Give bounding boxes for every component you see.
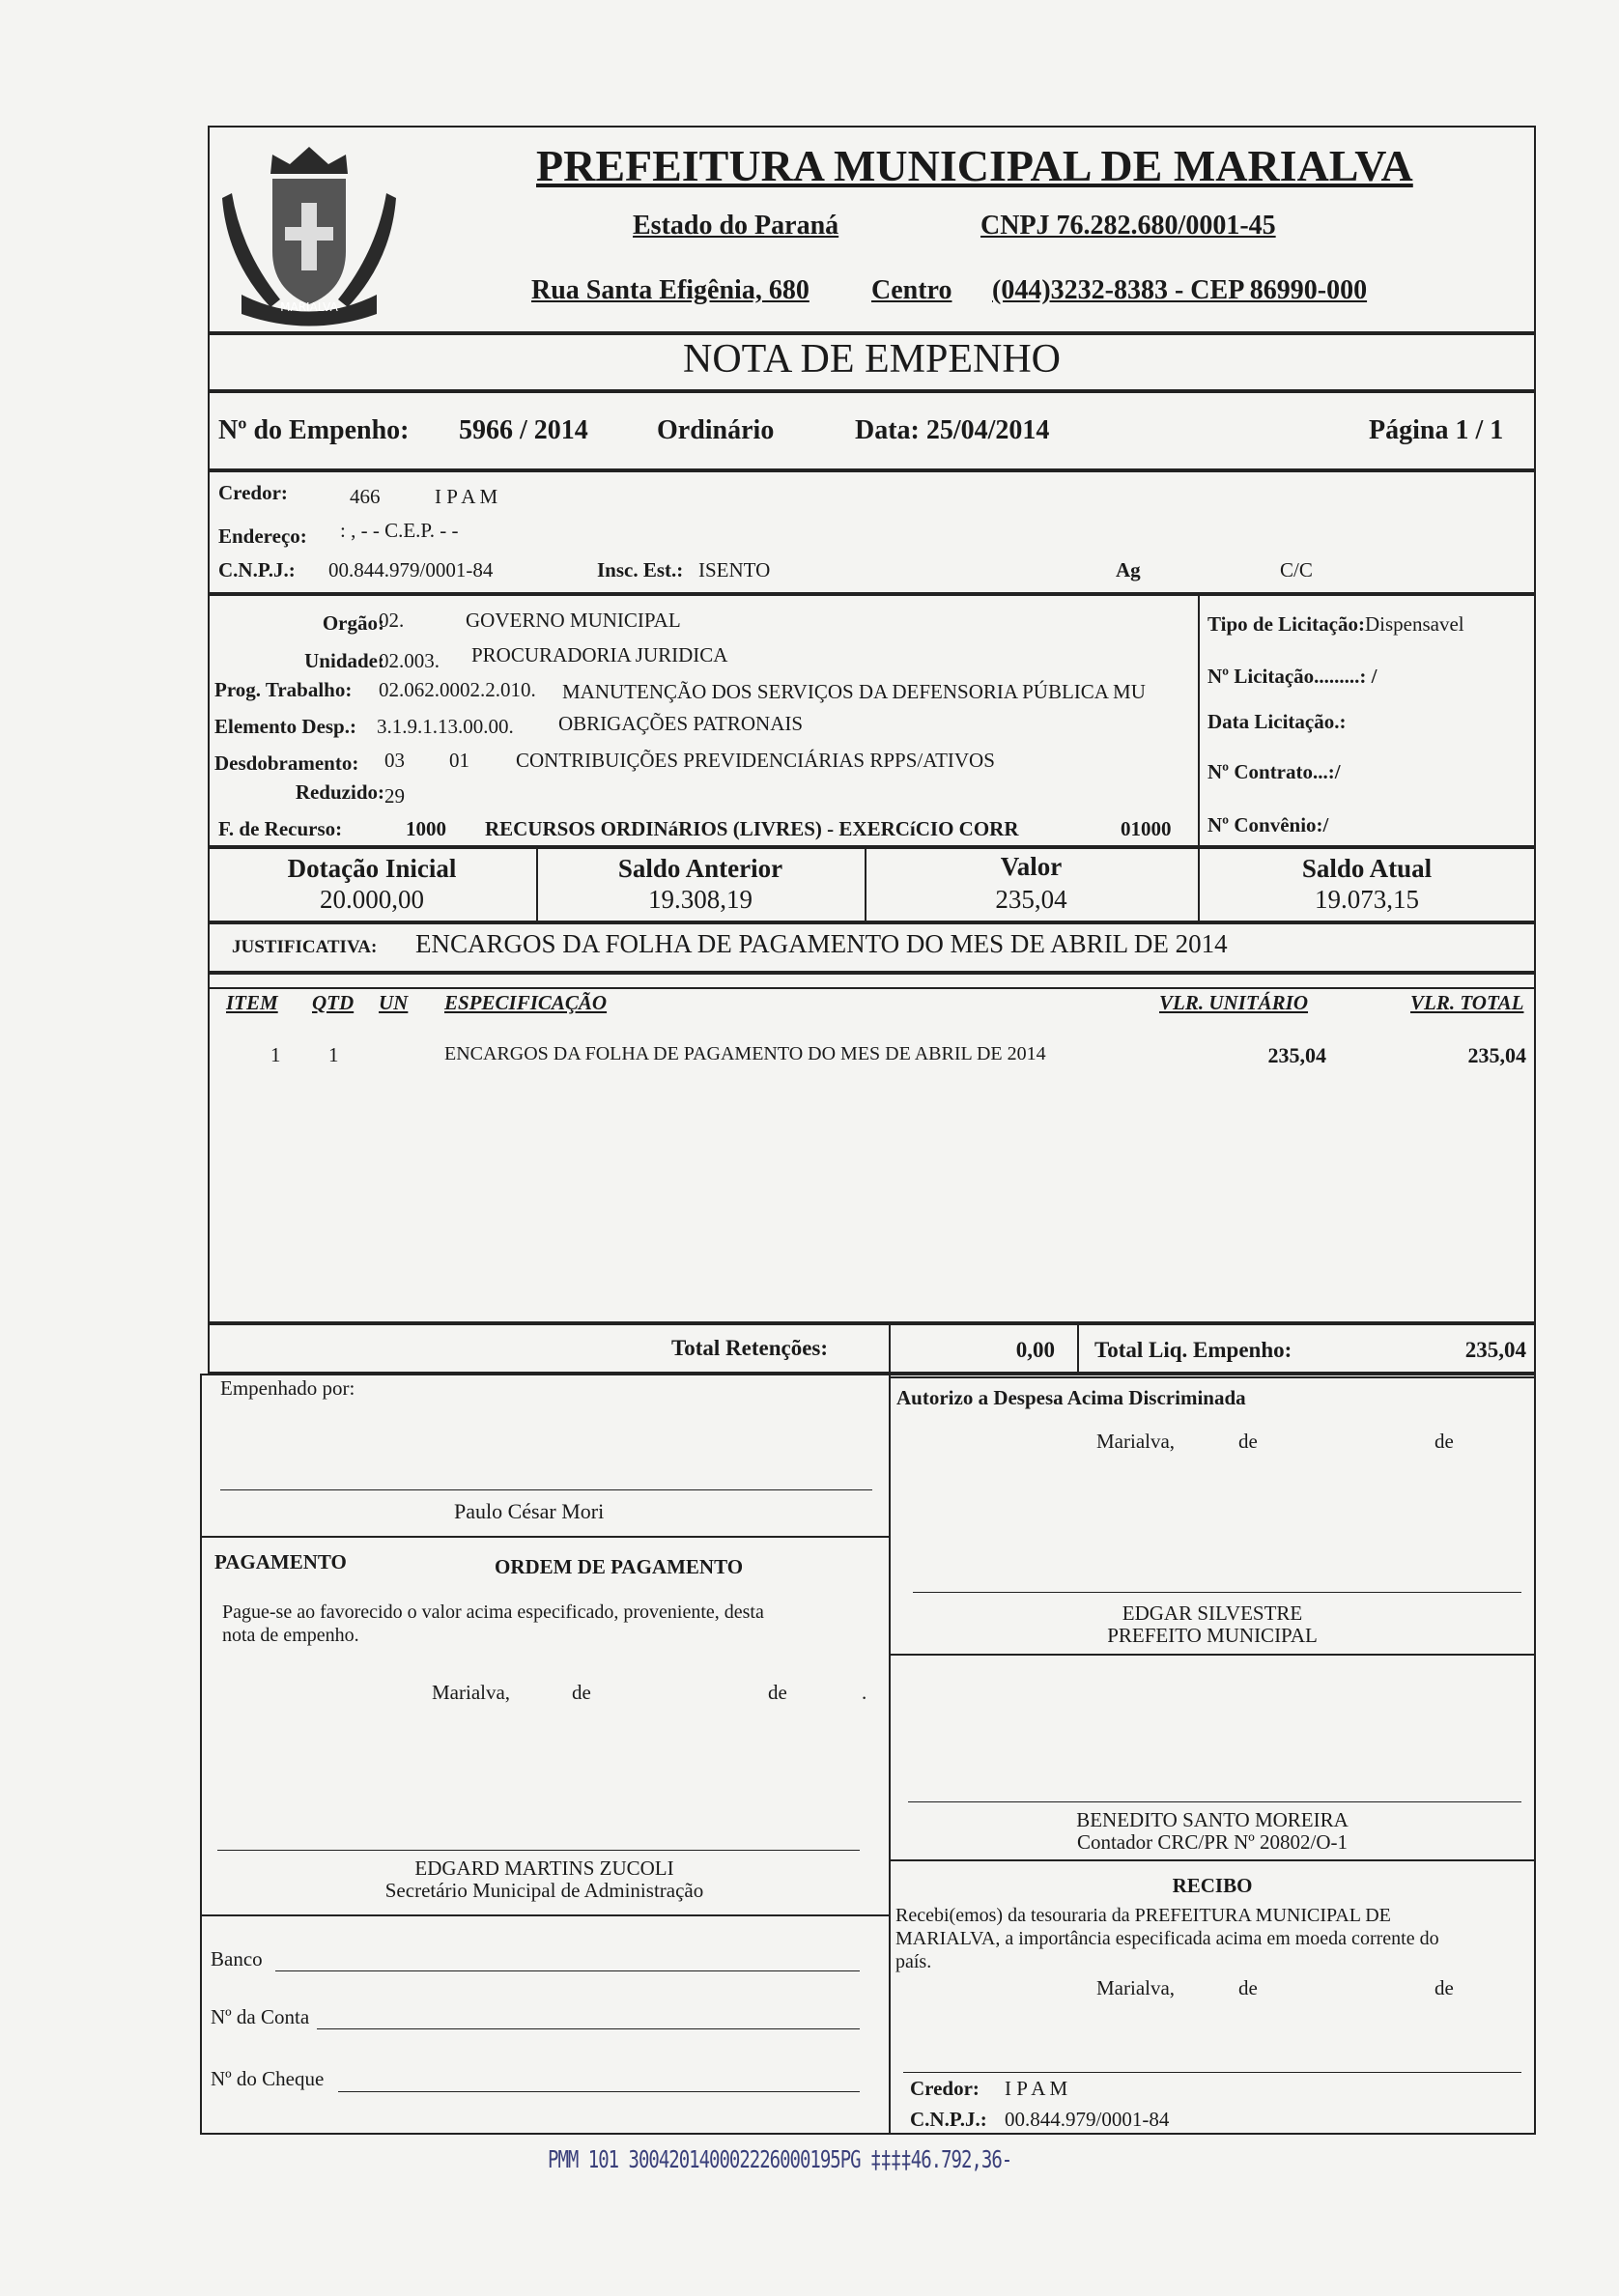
cnpj-label: C.N.P.J.: (218, 558, 296, 581)
prefeito-signature-line (913, 1592, 1521, 1593)
empenhado-signature-line (220, 1489, 872, 1490)
contrato-numero: Nº Contrato...:/ (1207, 760, 1341, 783)
elemento-label: Elemento Desp.: (214, 715, 356, 738)
desdobramento-b: 01 (449, 749, 469, 772)
recurso-cod: 1000 (406, 817, 446, 840)
endereco-value: : , - - C.E.P. - - (340, 519, 459, 542)
empenhado-label: Empenhado por: (220, 1376, 355, 1400)
desdobramento-label: Desdobramento: (214, 751, 359, 775)
desdobramento-a: 03 (384, 749, 405, 772)
secretario-nome: EDGARD MARTINS ZUCOLI (414, 1857, 674, 1880)
recurso-fim: 01000 (1121, 817, 1172, 840)
liquido-label: Total Liq. Empenho: (1094, 1338, 1292, 1362)
dotacao-label: Dotação Inicial (287, 854, 457, 883)
saldo-atual-value: 19.073,15 (1315, 885, 1419, 914)
empenho-data: Data: 25/04/2014 (855, 415, 1050, 445)
contador-signature-line (908, 1801, 1521, 1802)
recibo-texto-2: MARIALVA, a importância especificada acima em moeda corrente do (895, 1928, 1439, 1949)
pagamento-label: PAGAMENTO (214, 1550, 347, 1573)
svg-text:MARIALVA: MARIALVA (280, 300, 338, 314)
autorizo-de2: de (1434, 1430, 1454, 1453)
banco-line (275, 1970, 860, 1971)
autorizo-mid (889, 1654, 1536, 1656)
convenio-numero: Nº Convênio:/ (1207, 813, 1329, 836)
unidade-label: Unidade: (304, 649, 384, 672)
cheque-label: Nº do Cheque (211, 2067, 325, 2090)
row-especificacao: ENCARGOS DA FOLHA DE PAGAMENTO DO MES DE ABRIL DE 2014 (444, 1043, 1046, 1064)
address-phone-cep: (044)3232-8383 - CEP 86990-000 (992, 275, 1368, 305)
valor-value: 235,04 (995, 885, 1067, 914)
justificativa-text: ENCARGOS DA FOLHA DE PAGAMENTO DO MES DE ABRIL DE 2014 (415, 929, 1228, 958)
coat-of-arms-logo (213, 135, 406, 328)
recibo-texto-3: país. (895, 1951, 932, 1972)
credor-nome: I P A M (435, 485, 498, 508)
liquido-value: 235,04 (1464, 1338, 1526, 1362)
endereco-label: Endereço: (218, 524, 307, 548)
justificativa-label: JUSTIFICATIVA: (232, 937, 378, 957)
pagamento-texto-2: nota de empenho. (222, 1625, 359, 1646)
col-vlr-total: VLR. TOTAL (1410, 991, 1524, 1014)
desdobramento-desc: CONTRIBUIÇÕES PREVIDENCIÁRIAS RPPS/ATIVOS (516, 749, 995, 772)
cc-label: C/C (1280, 558, 1313, 581)
row-vlr-total: 235,04 (1467, 1043, 1526, 1067)
row-vlr-unitario: 235,04 (1267, 1043, 1326, 1067)
empenho-label: Nº do Empenho: (218, 415, 410, 445)
contador-cargo: Contador CRC/PR Nº 20802/O-1 (1076, 1830, 1349, 1854)
valor-label: Valor (1000, 852, 1063, 881)
recibo-texto-1: Recebi(emos) da tesouraria da PREFEITURA MUNICIPAL DE (895, 1905, 1391, 1926)
empenhado-bottom (200, 1536, 889, 1538)
conta-label: Nº da Conta (211, 2005, 310, 2028)
recibo-credor-label: Credor: (910, 2077, 980, 2100)
col-item: ITEM (226, 991, 278, 1014)
dotacao-value: 20.000,00 (320, 885, 424, 914)
totais-div-1 (889, 1323, 891, 1374)
secretario-cargo: Secretário Municipal de Administração (384, 1879, 704, 1902)
bank-stamp: PMM 101 300420140002226000195PG ‡‡‡‡46.792,36- (548, 2145, 1012, 2174)
autorizo-de1: de (1238, 1430, 1258, 1453)
conta-line (317, 2028, 860, 2029)
address-street: Rua Santa Efigênia, 680 (531, 275, 810, 305)
ag-label: Ag (1116, 558, 1141, 581)
unidade-cod: 02.003. (379, 649, 440, 672)
cheque-line (338, 2091, 860, 2092)
recibo-credor-value: I P A M (1005, 2077, 1068, 2100)
empenho-numero: 5966 / 2014 (459, 415, 588, 445)
reduzido-value: 29 (384, 784, 405, 808)
lower-box (200, 1374, 1536, 2135)
estado-label: Estado do Paraná (633, 211, 839, 241)
licitacao-tipo-value: Dispensavel (1364, 612, 1464, 636)
prefeito-cargo: PREFEITO MUNICIPAL (1107, 1624, 1318, 1647)
recibo-top (889, 1859, 1536, 1861)
autorizo-title: Autorizo a Despesa Acima Discriminada (896, 1386, 1246, 1409)
insc-label: Insc. Est.: (597, 558, 684, 581)
recibo-signature-line (903, 2072, 1521, 2073)
licitacao-tipo (1207, 612, 1464, 637)
retencoes-label: Total Retenções: (671, 1336, 829, 1360)
ordem-pagamento-title: ORDEM DE PAGAMENTO (495, 1555, 744, 1578)
row-item: 1 (270, 1043, 281, 1066)
banco-top (200, 1914, 889, 1916)
pagamento-de1: de (572, 1681, 591, 1704)
col-especificacao: ESPECIFICAÇÃO (444, 991, 608, 1014)
saldo-atual-label: Saldo Atual (1301, 854, 1433, 883)
page-number: Página 1 / 1 (1369, 415, 1504, 445)
empenhado-nome: Paulo César Mori (454, 1499, 605, 1523)
row-qtd: 1 (328, 1043, 339, 1066)
empenho-tipo: Ordinário (657, 415, 775, 445)
prog-desc: MANUTENÇÃO DOS SERVIÇOS DA DEFENSORIA PÚBLICA MU (562, 680, 1146, 703)
banco-label: Banco (211, 1947, 263, 1970)
recurso-label: F. de Recurso: (218, 817, 343, 840)
elemento-cod: 3.1.9.1.13.00.00. (377, 715, 514, 738)
recibo-de2: de (1434, 1976, 1454, 1999)
elemento-desc: OBRIGAÇÕES PATRONAIS (558, 712, 804, 735)
recurso-desc: RECURSOS ORDINáRIOS (LIVRES) - EXERCíCIO CORR (485, 817, 1019, 840)
reduzido-label: Reduzido: (295, 780, 384, 804)
totais-box (208, 1323, 1536, 1374)
orgao-desc: GOVERNO MUNICIPAL (466, 609, 681, 632)
address-centro: Centro (871, 275, 952, 305)
saldo-anterior-label: Saldo Anterior (617, 854, 783, 883)
col-qtd: QTD (312, 991, 355, 1014)
doc-title: NOTA DE EMPENHO (683, 337, 1061, 382)
recibo-de1: de (1238, 1976, 1258, 1999)
prog-cod: 02.062.0002.2.010. (379, 678, 536, 701)
pagamento-texto-1: Pague-se ao favorecido o valor acima especificado, proveniente, desta (222, 1602, 764, 1623)
licitacao-numero: Nº Licitação.........: / (1207, 665, 1378, 688)
autorizo-top (889, 1376, 1536, 1378)
autorizo-local: Marialva, (1096, 1430, 1176, 1453)
saldo-anterior-value: 19.308,19 (648, 885, 753, 914)
orgao-label: Orgão: (322, 611, 384, 635)
credor-label: Credor: (218, 481, 288, 504)
itens-box (208, 973, 1536, 1323)
pagamento-local: Marialva, (432, 1681, 511, 1704)
recibo-cnpj-label: C.N.P.J.: (910, 2108, 987, 2131)
cnpj-value: 00.844.979/0001-84 (328, 558, 494, 581)
licitacao-data: Data Licitação.: (1207, 710, 1347, 733)
col-un: UN (379, 991, 409, 1014)
recibo-cnpj-value: 00.844.979/0001-84 (1005, 2108, 1170, 2131)
pagamento-dot: . (862, 1681, 867, 1704)
pagamento-de2: de (768, 1681, 787, 1704)
itens-top-line (208, 987, 1536, 989)
licitacao-tipo-label: Tipo de Licitação: (1207, 612, 1365, 636)
retencoes-value: 0,00 (1015, 1338, 1055, 1362)
totais-div-2 (1077, 1323, 1079, 1374)
cnpj-header: CNPJ 76.282.680/0001-45 (980, 211, 1276, 241)
prefeitura-title: PREFEITURA MUNICIPAL DE MARIALVA (536, 141, 1413, 190)
licitacao-divider (1198, 594, 1200, 847)
prefeito-nome: EDGAR SILVESTRE (1122, 1602, 1303, 1625)
prog-label: Prog. Trabalho: (214, 678, 353, 701)
unidade-desc: PROCURADORIA JURIDICA (471, 643, 728, 666)
recibo-local: Marialva, (1096, 1976, 1176, 1999)
col-vlr-unitario: VLR. UNITÁRIO (1159, 991, 1309, 1014)
insc-value: ISENTO (698, 558, 771, 581)
secretario-signature-line (217, 1850, 860, 1851)
orgao-cod: 02. (379, 609, 405, 632)
contador-nome: BENEDITO SANTO MOREIRA (1076, 1808, 1349, 1831)
credor-codigo: 466 (350, 485, 381, 508)
lower-middle-divider (889, 1374, 891, 2135)
recibo-title: RECIBO (1172, 1874, 1253, 1897)
